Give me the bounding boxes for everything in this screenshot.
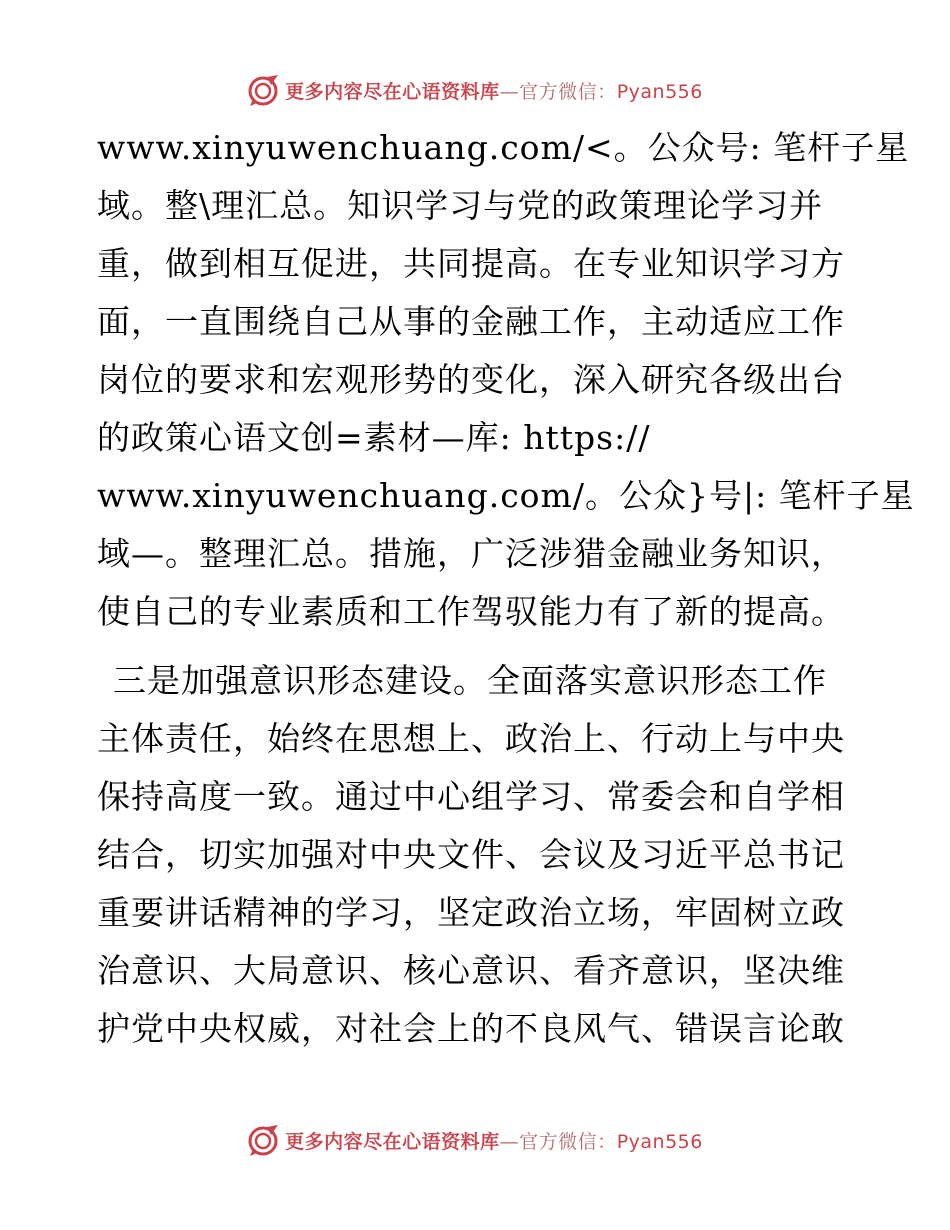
banner-main-text: 更多内容尽在心语资料库 bbox=[285, 1130, 500, 1153]
footer-banner bbox=[0, 1120, 950, 1160]
body-line: 主体责任，始终在思想上、政治上、行动上与中央 bbox=[97, 719, 845, 758]
brand-logo-icon bbox=[247, 73, 281, 107]
body-line: 域—。整理汇总。措施，广泛涉猎金融业务知识， bbox=[97, 534, 845, 573]
body-line: 重，做到相互促进，共同提高。在专业知识学习方 bbox=[97, 244, 845, 283]
banner-separator: — bbox=[499, 1130, 520, 1153]
paragraph-start-line: 三是加强意识形态建设。全面落实意识形态工作 bbox=[113, 661, 827, 700]
document-body bbox=[97, 119, 915, 1058]
body-line: 重要讲话精神的学习，坚定政治立场，牢固树立政 bbox=[97, 893, 845, 932]
banner-wechat-id: Pyan556 bbox=[616, 80, 703, 103]
banner-text bbox=[285, 77, 703, 104]
body-line: 使自己的专业素质和工作驾驭能力有了新的提高。 bbox=[97, 592, 845, 631]
body-line: 保持高度一致。通过中心组学习、常委会和自学相 bbox=[97, 777, 845, 816]
banner-wechat-id: Pyan556 bbox=[616, 1130, 703, 1153]
body-line: 治意识、大局意识、核心意识、看齐意识，坚决维 bbox=[97, 951, 845, 990]
banner-main-text: 更多内容尽在心语资料库 bbox=[285, 80, 500, 103]
banner-text bbox=[285, 1127, 703, 1154]
header-banner bbox=[0, 70, 950, 110]
body-line: 域。整\理汇总。知识学习与党的政策理论学习并 bbox=[97, 186, 824, 225]
banner-separator: — bbox=[499, 80, 520, 103]
banner-wechat-label: 官方微信： bbox=[519, 1130, 617, 1153]
brand-logo-icon bbox=[247, 1123, 281, 1157]
body-line: 岗位的要求和宏观形势的变化，深入研究各级出台 bbox=[97, 360, 845, 399]
body-line: 护党中央权威，对社会上的不良风气、错误言论敢 bbox=[97, 1009, 845, 1048]
banner-wechat-label: 官方微信： bbox=[519, 80, 617, 103]
body-line: www.xinyuwenchuang.com/<。公众号: 笔杆子星 bbox=[97, 128, 910, 167]
body-line: www.xinyuwenchuang.com/。公众}号|: 笔杆子星 bbox=[97, 476, 915, 515]
body-line: 的政策心语文创=素材—库: https:// bbox=[97, 418, 651, 457]
body-line: 结合，切实加强对中央文件、会议及习近平总书记 bbox=[97, 835, 845, 874]
body-line: 面，一直围绕自己从事的金融工作，主动适应工作 bbox=[97, 302, 845, 341]
